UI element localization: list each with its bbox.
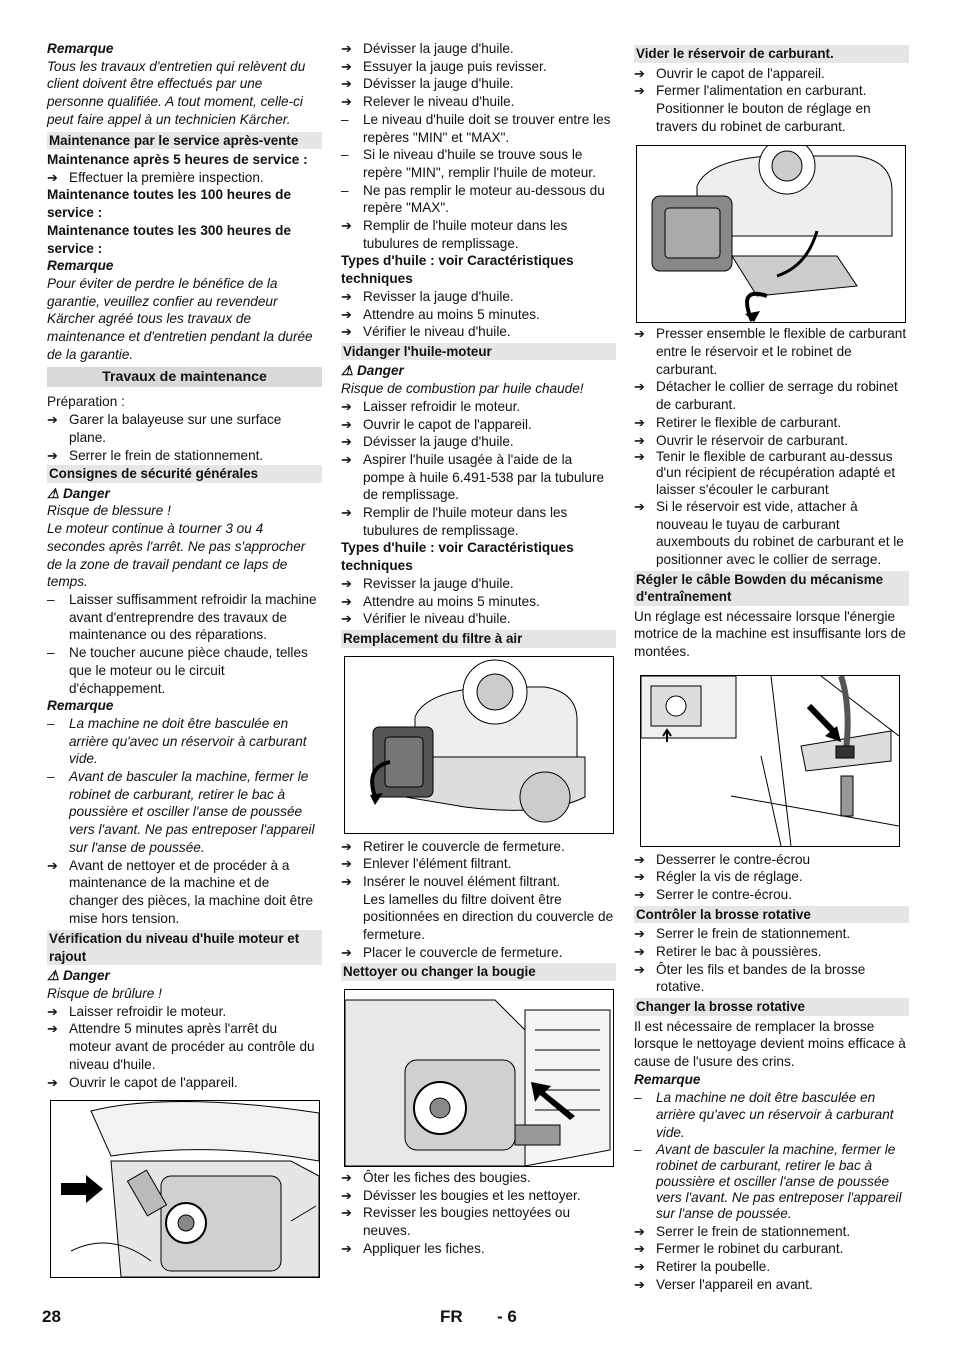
danger-title [341,362,616,380]
instruction-step: ➔ Tenir le flexible de carburant au-dessus d'un récipient de récupération adapté et laisser s'écouler le carburant [634,449,909,498]
section-heading-bougie: Nettoyer ou changer la bougie [341,963,616,981]
instruction-step: ➔ Retirer le flexible de carburant. [634,414,909,432]
oil-types-label: Types d'huile : voir Caractéristiques techniques [341,540,574,574]
dash-item: – Ne pas remplir le moteur au-dessous du repère "MAX". [341,182,616,217]
instruction-step: ➔ Serrer le frein de stationnement. [47,447,322,465]
instruction-step: ➔ Retirer le bac à poussières. [634,943,909,961]
remark-title: Remarque [47,258,114,274]
danger-title [47,967,322,985]
sub-page-number: - 6 [497,1307,517,1326]
instruction-step: ➔ Fermer l'alimentation en carburant. Positionner le bouton de réglage en travers du robinet de carburant. [634,82,909,135]
instruction-step: ➔ Remplir de l'huile moteur dans les tubulures de remplissage. [341,504,616,539]
dash-item: – Laisser suffisamment refroidir la machine avant d'entreprendre des travaux de maintenance ou des réparations. [47,591,322,644]
remark-text: Tous les travaux d'entretien qui relèvent du client doivent être effectués par une personne qualifiée. A tout moment, celle-ci peut faire appel à un technicien Kärcher. [47,58,306,127]
instruction-step: ➔ Insérer le nouvel élément filtrant. [341,873,616,891]
danger-text: Risque de blessure ! [47,503,171,519]
maintenance-100h: Maintenance toutes les 100 heures de service : [47,187,292,221]
instruction-step: ➔ Remplir de l'huile moteur dans les tubulures de remplissage. [341,217,616,252]
instruction-step: ➔ Vérifier le niveau d'huile. [341,323,616,341]
instruction-step: ➔ Placer le couvercle de fermeture. [341,944,616,962]
instruction-step: ➔ Verser l'appareil en avant. [634,1276,909,1294]
dash-item: – Ne toucher aucune pièce chaude, telles que le moteur ou le circuit d'échappement. [47,644,322,697]
instruction-step: ➔ Ouvrir le capot de l'appareil. [634,65,909,83]
column-2 [341,40,616,1257]
dash-item: – Avant de basculer la machine, fermer le robinet de carburant, retirer le bac à poussière et osciller l'anse de poussée vers l'avant. Ne pas entreposer l'appareil sur l'anse de poussée. [47,768,322,857]
warning-icon: ⚠ [47,485,60,501]
dash-item: – La machine ne doit être basculée en arrière qu'avec un réservoir à carburant vide. [634,1089,909,1142]
dash-item: – Avant de basculer la machine, fermer le robinet de carburant, retirer le bac à poussière et osciller l'anse de poussée vers l'avant. Ne pas entreposer l'appareil sur l'anse de poussée. [634,1142,909,1223]
instruction-step: ➔ Presser ensemble le flexible de carburant entre le réservoir et le robinet de carburant. [634,325,909,378]
warning-icon: ⚠ [341,363,354,379]
instruction-step: ➔ Dévisser la jauge d'huile. [341,40,616,58]
section-heading-vider: Vider le réservoir de carburant. [634,45,909,63]
danger-text: Le moteur continue à tourner 3 ou 4 secondes après l'arrêt. Ne pas s'approcher de la zone de travail pendant ce laps de temps. [47,521,306,590]
page-number: 28 [42,1307,61,1326]
column-3 [634,40,909,1293]
instruction-step: ➔ Dévisser les bougies et les nettoyer. [341,1187,616,1205]
instruction-step: ➔ Si le réservoir est vide, attacher à nouveau le tuyau de carburant auxembouts du robinet de carburant et le positionner avec le collier de serrage. [634,498,909,569]
danger-label: Danger [356,363,404,379]
remark-title: Remarque [634,1071,701,1087]
instruction-step: ➔ Ouvrir le réservoir de carburant. [634,432,909,450]
section-heading-bowden: Régler le câble Bowden du mécanisme d'entraînement [634,571,909,606]
instruction-step: ➔ Fermer le robinet du carburant. [634,1240,909,1258]
instruction-step: ➔ Ouvrir le capot de l'appareil. [341,416,616,434]
instruction-step: ➔ Effectuer la première inspection. [47,169,322,187]
instruction-step: ➔ Garer la balayeuse sur une surface plane. [47,411,322,446]
maintenance-5h: Maintenance après 5 heures de service : [47,152,308,168]
instruction-step: ➔ Vérifier le niveau d'huile. [341,610,616,628]
instruction-step: ➔ Laisser refroidir le moteur. [341,398,616,416]
instruction-step: ➔ Retirer la poubelle. [634,1258,909,1276]
danger-label: Danger [62,485,110,501]
section-heading-travaux: Travaux de maintenance [47,367,322,387]
instruction-step: ➔ Ôter les fils et bandes de la brosse rotative. [634,961,909,996]
danger-text: Risque de combustion par huile chaude! [341,381,584,397]
maintenance-300h: Maintenance toutes les 300 heures de service : [47,222,292,256]
remark-title: Remarque [47,698,114,714]
warning-icon: ⚠ [47,968,60,984]
instruction-step: ➔ Attendre au moins 5 minutes. [341,593,616,611]
section-heading-verification: Vérification du niveau d'huile moteur et rajout [47,930,322,965]
instruction-step: ➔ Retirer le couvercle de fermeture. [341,838,616,856]
instruction-step: ➔ Dévisser la jauge d'huile. [341,75,616,93]
instruction-step: ➔ Appliquer les fiches. [341,1240,616,1258]
section-heading-consignes: Consignes de sécurité générales [47,465,322,483]
instruction-step: ➔ Détacher le collier de serrage du robinet de carburant. [634,378,909,413]
figure-fuel-tank [636,145,906,323]
danger-title [47,485,322,503]
column-1 [47,40,322,1278]
instruction-step: ➔ Enlever l'élément filtrant. [341,855,616,873]
preparation-label: Préparation : [47,394,125,410]
instruction-step: ➔ Dévisser la jauge d'huile. [341,433,616,451]
instruction-step: ➔ Relever le niveau d'huile. [341,93,616,111]
instruction-step: ➔ Desserrer le contre-écrou [634,851,909,869]
danger-text: Risque de brûlure ! [47,986,162,1002]
instruction-step: ➔ Serrer le frein de stationnement. [634,925,909,943]
instruction-step: ➔ Serrer le contre-écrou. [634,886,909,904]
instruction-step: ➔ Régler la vis de réglage. [634,868,909,886]
danger-label: Danger [62,968,110,984]
oil-types-label: Types d'huile : voir Caractéristiques techniques [341,253,574,287]
instruction-step: ➔ Essuyer la jauge puis revisser. [341,58,616,76]
section-heading-maintenance-service: Maintenance par le service après-vente [47,132,322,150]
remark-title: Remarque [47,41,114,56]
instruction-step: ➔ Ouvrir le capot de l'appareil. [47,1074,322,1092]
section-heading-vidanger: Vidanger l'huile-moteur [341,343,616,361]
instruction-step: ➔ Revisser les bougies nettoyées ou neuves. [341,1204,616,1239]
figure-bowden-cable [640,675,900,847]
section-heading-filtre: Remplacement du filtre à air [341,630,616,648]
figure-oil-dipstick [50,1100,320,1278]
instruction-step: ➔ Laisser refroidir le moteur. [47,1003,322,1021]
dash-item: – La machine ne doit être basculée en arrière qu'avec un réservoir à carburant vide. [47,715,322,768]
figure-spark-plug [344,989,614,1167]
section-heading-controler: Contrôler la brosse rotative [634,906,909,924]
figure-air-filter [344,656,614,834]
instruction-step: ➔ Attendre au moins 5 minutes. [341,306,616,324]
dash-item: – Le niveau d'huile doit se trouver entre les repères "MIN" et "MAX". [341,111,616,146]
remark-text: Pour éviter de perdre le bénéfice de la garantie, veuillez confier au revendeur Kärcher agréé tous les travaux de maintenance et d'entretien pendant la durée de la garantie. [47,275,313,362]
bowden-text: Un réglage est nécessaire lorsque l'énergie motrice de la machine est insuffisante lors de montées. [634,608,906,660]
instruction-step: ➔ Attendre 5 minutes après l'arrêt du moteur avant de procéder au contrôle du niveau d'huile. [47,1020,322,1073]
instruction-step: ➔ Aspirer l'huile usagée à l'aide de la pompe à huile 6.491-538 par la tubulure de remplissage. [341,451,616,504]
language-code: FR [440,1307,463,1326]
filter-note: Les lamelles du filtre doivent être positionnées en direction du couvercle de fermeture. [363,891,614,943]
dash-item: – Si le niveau d'huile se trouve sous le repère "MIN", remplir l'huile de moteur. [341,146,616,181]
changer-text: Il est nécessaire de remplacer la brosse lorsque le nettoyage devient moins efficace à cause de l'usure des crins. [634,1018,906,1070]
instruction-step: ➔ Revisser la jauge d'huile. [341,575,616,593]
instruction-step: ➔ Serrer le frein de stationnement. [634,1223,909,1241]
instruction-step: ➔ Ôter les fiches des bougies. [341,1169,616,1187]
instruction-step: ➔ Avant de nettoyer et de procéder à a maintenance de la machine et de changer des pièces, la machine doit être mise hors tension. [47,857,322,928]
instruction-step: ➔ Revisser la jauge d'huile. [341,288,616,306]
section-heading-changer: Changer la brosse rotative [634,998,909,1016]
